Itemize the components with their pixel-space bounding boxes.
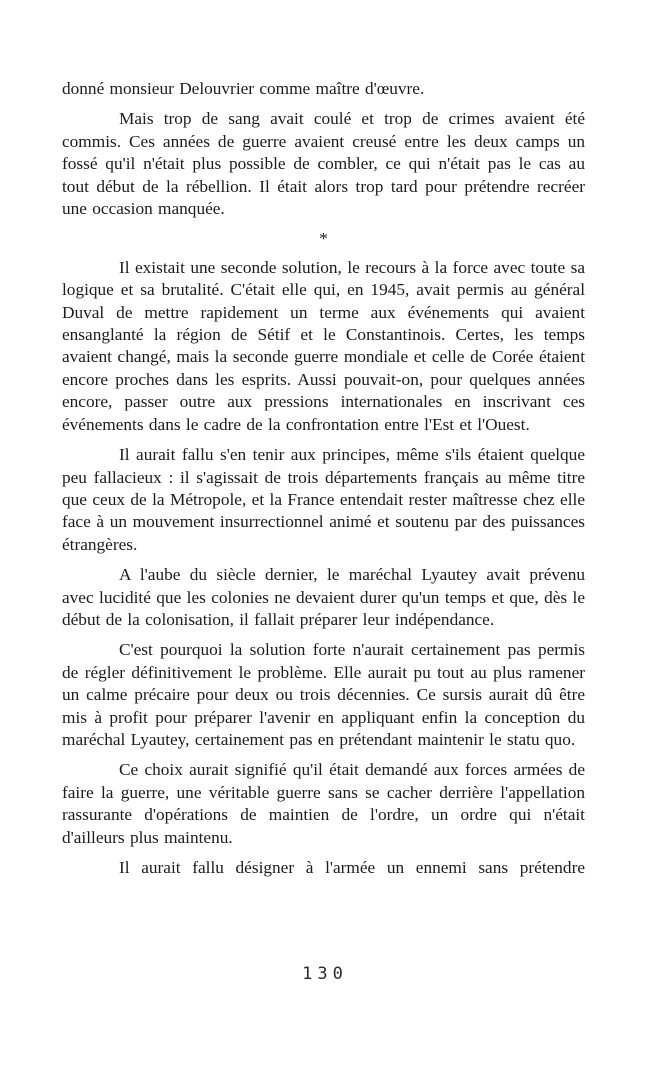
- paragraph: donné monsieur Delouvrier comme maître d'œuvre.: [62, 79, 425, 98]
- paragraph: A l'aube du siècle dernier, le maréchal Lyautey avait prévenu avec lucidité que les colonies ne devaient durer qu'un temps et que, dès le début de la colonisation, il fallait préparer leur indépendance.: [62, 565, 585, 629]
- page-number: 130: [302, 964, 348, 984]
- paragraph: Il existait une seconde solution, le recours à la force avec toute sa logique et sa brutalité. C'était elle qui, en 1945, avait permis au général Duval de mettre rapidement un terme aux événements qui avaient ensanglanté la région de Sétif et le Constantinois. Certes, les temps avaient changé, mais la seconde guerre mondiale et celle de Corée étaient encore proches dans les esprits. Aussi pouvait-on, pour quelques années encore, passer outre aux pressions internationales en inscrivant ces événements dans le cadre de la confrontation entre l'Est et l'Ouest.: [62, 257, 585, 434]
- section-separator: *: [319, 229, 328, 249]
- paragraph: C'est pourquoi la solution forte n'aurait certainement pas permis de régler définitivement le problème. Elle aurait pu tout au plus ramener un calme précaire pour deux ou trois décennies. Ce sursis aurait dû être mis à profit pour préparer l'avenir en appliquant enfin la conception du maréchal Lyautey, certainement pas en prétendant maintenir le statu quo.: [62, 640, 585, 749]
- paragraph: Mais trop de sang avait coulé et trop de crimes avaient été commis. Ces années de guerre avaient creusé entre les deux camps un fossé qu'il n'était plus possible de combler, ce qui n'était pas le cas au tout début de la rébellion. Il était alors trop tard pour prétendre recréer une occasion manquée.: [62, 109, 585, 219]
- paragraph: Il aurait fallu désigner à l'armée un ennemi sans prétendre: [119, 858, 585, 877]
- page-text: [62, 78, 585, 887]
- paragraph: Ce choix aurait signifié qu'il était demandé aux forces armées de faire la guerre, une véritable guerre sans se cacher derrière l'appellation rassurante d'opérations de maintien de l'ordre, un ordre qui n'était d'ailleurs plus maintenu.: [62, 760, 585, 847]
- paragraph: Il aurait fallu s'en tenir aux principes, même s'ils étaient quelque peu fallacieux : il s'agissait de trois départements français au même titre que ceux de la Métropole, et la France entendait rester maîtresse chez elle face à un mouvement insurrectionnel animé et soutenu par des puissances étrangères.: [62, 445, 585, 554]
